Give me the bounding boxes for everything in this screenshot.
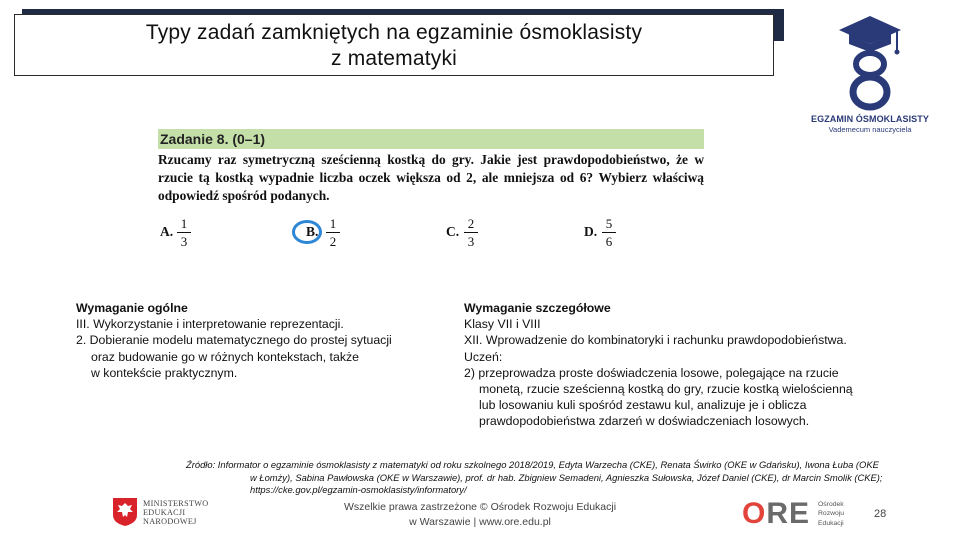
detailed-requirement-line: monetą, rzucie sześcienną kostką do gry, rzucie kostką wielościenną (479, 382, 853, 397)
ore-side-text (818, 500, 844, 528)
fraction-numerator: 5 (605, 216, 613, 231)
title-line-2: z matematyki (330, 47, 458, 70)
answer-letter: B. (306, 224, 319, 239)
fraction-numerator: 2 (467, 216, 475, 231)
copyright-line: Wszelkie prawa zastrzeżone © Ośrodek Rozwoju Edukacji (343, 501, 617, 513)
graduation-cap-eight-icon (835, 14, 905, 112)
fraction-denominator: 3 (467, 234, 475, 249)
detailed-requirement-heading: Wymaganie szczegółowe (464, 301, 611, 315)
ore-side-line: Ośrodek (818, 501, 844, 508)
ore-side-line: Rozwoju (818, 510, 845, 518)
eagle-emblem-icon (112, 497, 138, 527)
fraction-denominator: 3 (180, 234, 188, 249)
ministry-logo (112, 497, 222, 529)
fraction-numerator: 1 (329, 216, 337, 231)
copyright-line: w Warszawie | www.ore.edu.pl (409, 516, 551, 528)
detailed-requirement-line: lub losowaniu kuli spośród zestawu kul, analizuje je i oblicza (479, 398, 807, 413)
page-number: 28 (874, 508, 887, 520)
fraction-denominator: 2 (329, 234, 337, 249)
task-block (158, 129, 704, 205)
ministry-line: NARODOWEJ (143, 517, 197, 527)
copyright-notice (320, 500, 640, 530)
task-question: Rzucamy raz symetryczną sześcienną kostką do gry. Jakie jest prawdopodobieństwo, że w rzucie tą kostką wypadnie liczba oczek większa od 2, ale mniejsza od 6? Wybierz właściwą odpowiedź spośród podanych. (158, 152, 704, 203)
general-requirement (76, 300, 446, 381)
general-requirement-line: w kontekście praktycznym. (91, 365, 238, 380)
source-link[interactable]: https://cke.gov.pl/egzamin-osmoklasisty/informatory/ (250, 484, 467, 496)
answer-options (158, 216, 718, 250)
fraction-denominator: 6 (605, 234, 613, 249)
detailed-requirement-line: XII. Wprowadzenie do kombinatoryki i rachunku prawdopodobieństwa. (464, 333, 847, 348)
general-requirement-line: III. Wykorzystanie i interpretowanie reprezentacji. (76, 317, 344, 332)
ore-logo (742, 498, 872, 532)
task-header: Zadanie 8. (0–1) (158, 129, 704, 149)
ministry-line: EDUKACJI (143, 508, 186, 518)
ore-side-line: Edukacji (818, 519, 844, 527)
title-line-1: Typy zadań zamkniętych na egzaminie ósmoklasisty (145, 21, 643, 44)
source-citation (186, 459, 926, 497)
ore-wordmark (742, 498, 810, 530)
ore-re: RE (766, 497, 811, 530)
general-requirement-line: oraz budowanie go w różnych kontekstach, także (91, 349, 359, 364)
general-requirement-heading: Wymaganie ogólne (76, 301, 188, 315)
exam-logo (808, 14, 932, 144)
source-line: Źródło: Informator o egzaminie ósmoklasisty z matematyki od roku szkolnego 2018/2019, Edyta Warzecha (CKE), Renata Świrko (OKE w Gdańsku), Iwona Łuba (OKE (186, 459, 879, 470)
ministry-text (143, 499, 208, 527)
correct-answer-circle (292, 220, 322, 244)
ministry-line: MINISTERSTWO (143, 499, 209, 508)
fraction-numerator: 1 (180, 216, 188, 231)
detailed-requirement-line: Uczeń: (464, 349, 503, 364)
detailed-requirement-line: 2) przeprowadza proste doświadczenia losowe, polegające na rzucie (464, 365, 839, 380)
detailed-requirement-line: prawdopodobieństwa zdarzeń w doświadczeniach losowych. (479, 414, 810, 429)
answer-fraction (177, 216, 191, 249)
logo-line-2: Vademecum nauczyciela (828, 125, 912, 134)
answer-letter: C. (446, 224, 460, 239)
answer-fraction (326, 216, 340, 249)
source-line: w Łomży), Sabina Pawłowska (OKE w Warszawie), prof. dr hab. Zbigniew Semadeni, Agnieszka Sułowska, Józef Daniel (CKE), dr Marcin Smolik (CKE); (250, 471, 883, 483)
page-title (14, 14, 774, 76)
detailed-requirement-line: Klasy VII i VIII (464, 317, 541, 332)
answer-letter: A. (160, 224, 174, 239)
detailed-requirement (464, 300, 924, 430)
answer-fraction (602, 216, 616, 249)
answer-fraction (464, 216, 478, 249)
logo-line-1: EGZAMIN ÓSMOKLASISTY (810, 114, 929, 124)
general-requirement-line: 2. Dobieranie modelu matematycznego do prostej sytuacji (76, 333, 392, 348)
answer-letter: D. (584, 224, 598, 239)
ore-o: O (742, 497, 767, 530)
